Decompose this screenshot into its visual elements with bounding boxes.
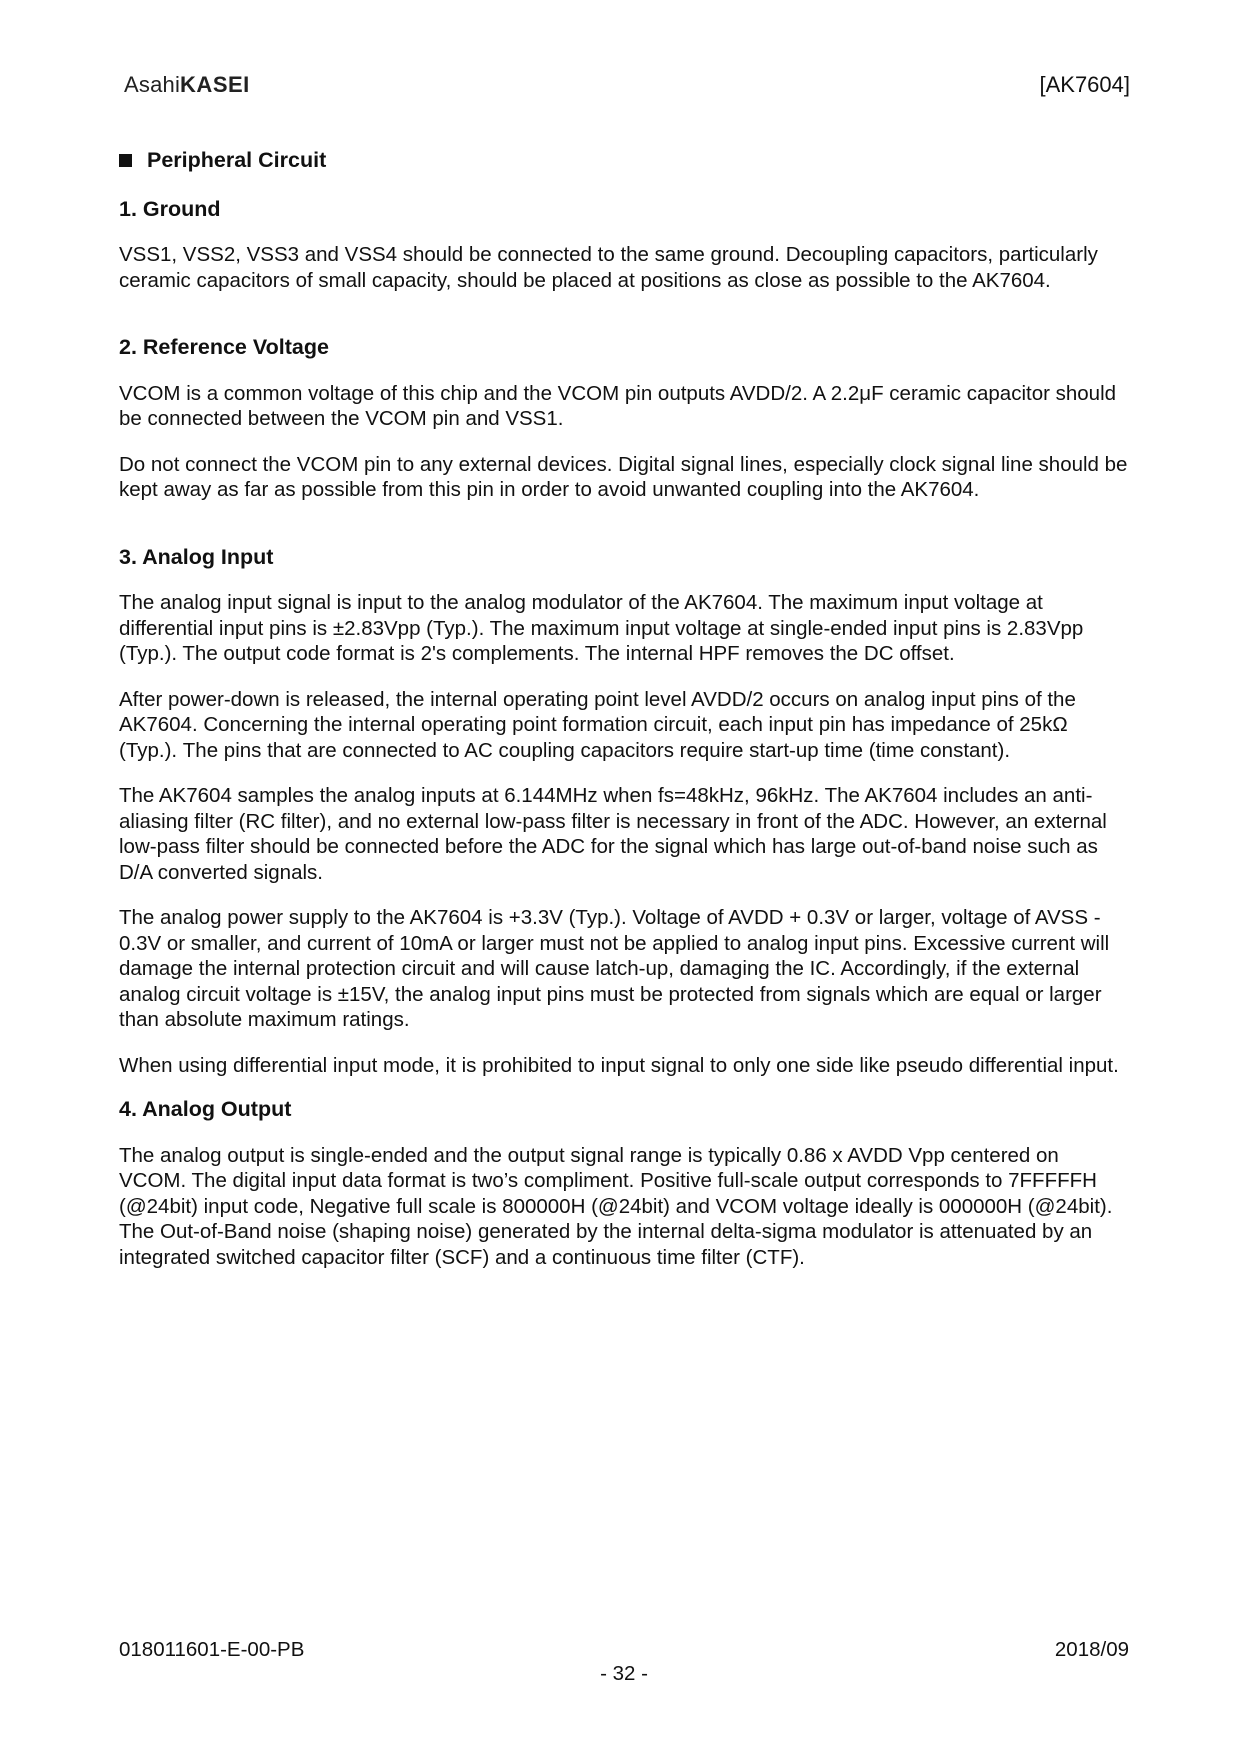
paragraph: The analog output is single-ended and the output signal range is typically 0.86 x AVDD Vpp centered on VCOM. The digital input data format is two’s compliment. Positive full-scale output corresponds to 7FFFFFH (@24bit) input code, Negative full scale is 800000H (@24bit) and VCOM voltage ideally is 000000H (@24bit). The Out-of-Band noise (shaping noise) generated by the internal delta-sigma modulator is attenuated by an integrated switched capacitor filter (SCF) and a continuous time filter (CTF).	[119, 1143, 1113, 1269]
company-logo	[124, 72, 250, 98]
paragraph: After power-down is released, the internal operating point level AVDD/2 occurs on analog input pins of the AK7604. Concerning the internal operating point formation circuit, each input pin has impedance of 25kΩ (Typ.). The pins that are connected to AC coupling capacitors require start-up time (time constant).	[119, 687, 1076, 762]
publication-date: 2018/09	[1054, 1638, 1129, 1661]
page-header	[120, 62, 1130, 102]
document-number: 018011601-E-00-PB	[119, 1638, 305, 1661]
logo-bold-text: KASEI	[180, 72, 250, 97]
paragraph: The AK7604 samples the analog inputs at 6.144MHz when fs=48kHz, 96kHz. The AK7604 includes an anti-aliasing filter (RC filter), and no external low-pass filter is necessary in front of the ADC. However, an external low-pass filter should be connected before the ADC for the signal which has large out-of-band noise such as D/A converted signals.	[119, 784, 1107, 884]
main-title-text: Peripheral Circuit	[147, 148, 327, 172]
section-title-ground: 1. Ground	[119, 196, 221, 221]
section-title-analog-input: 3. Analog Input	[119, 544, 274, 569]
page-footer	[119, 1638, 1129, 1698]
paragraph: The analog power supply to the AK7604 is +3.3V (Typ.). Voltage of AVDD + 0.3V or larger, voltage of AVSS - 0.3V or smaller, and current of 10mA or larger must not be applied to analog input pins. Excessive current will damage the internal protection circuit and will cause latch-up, damaging the IC. Accordingly, if the external analog circuit voltage is ±15V, the analog input pins must be protected from signals which are equal or larger than absolute maximum ratings.	[119, 906, 1110, 1031]
document-tag: [AK7604]	[1039, 72, 1130, 97]
page-number: - 32 -	[600, 1662, 648, 1685]
paragraph: VCOM is a common voltage of this chip and the VCOM pin outputs AVDD/2. A 2.2μF ceramic capacitor should be connected between the VCOM pin and VSS1.	[119, 381, 1117, 430]
paragraph: VSS1, VSS2, VSS3 and VSS4 should be connected to the same ground. Decoupling capacitors, particularly ceramic capacitors of small capacity, should be placed at positions as close as possible to the AK7604.	[119, 243, 1098, 292]
main-title	[119, 148, 1129, 174]
paragraph: When using differential input mode, it is prohibited to input signal to only one side like pseudo differential input.	[119, 1053, 1119, 1077]
section-title-analog-output: 4. Analog Output	[119, 1097, 292, 1121]
paragraph: Do not connect the VCOM pin to any external devices. Digital signal lines, especially clock signal line should be kept away as far as possible from this pin in order to avoid unwanted coupling into the AK7604.	[119, 452, 1128, 501]
page-content	[119, 148, 1129, 1270]
section-title-reference-voltage: 2. Reference Voltage	[119, 335, 329, 359]
paragraph: The analog input signal is input to the analog modulator of the AK7604. The maximum input voltage at differential input pins is ±2.83Vpp (Typ.). The maximum input voltage at single-ended input pins is 2.83Vpp (Typ.). The output code format is 2's complements. The internal HPF removes the DC offset.	[119, 591, 1084, 665]
logo-light-text: Asahi	[124, 72, 181, 97]
black-square-icon	[119, 154, 132, 167]
